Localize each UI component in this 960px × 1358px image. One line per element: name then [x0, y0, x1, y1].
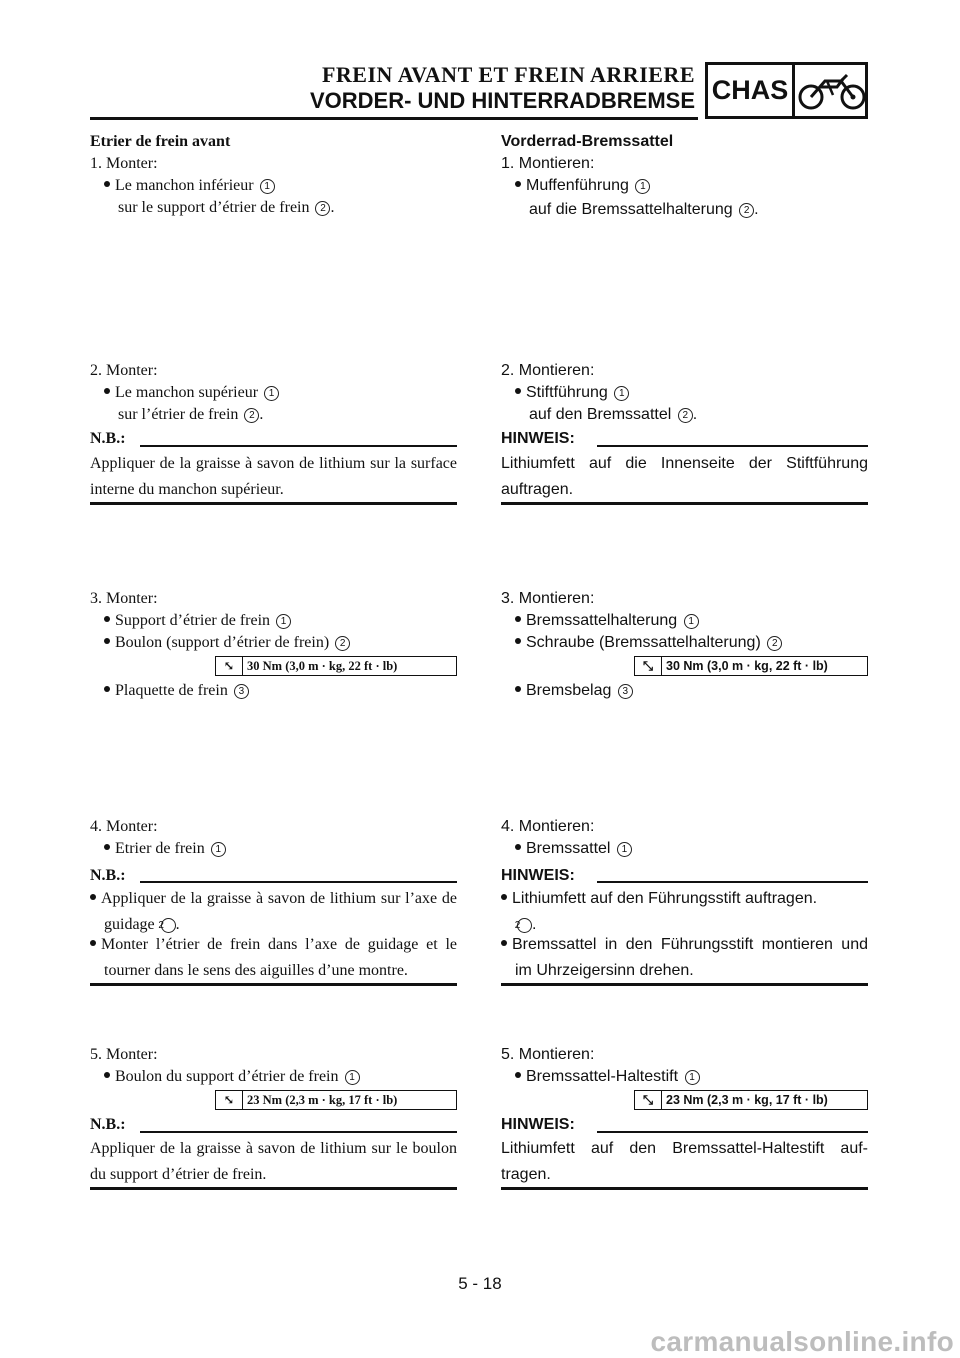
note-bullet: Monter l’étrier de frein dans l’axe de guidage et le tourner dans le sens des aiguilles d’une montre. [104, 932, 457, 984]
note-end-rule [501, 983, 868, 986]
note-label: HINWEIS: [501, 430, 575, 447]
note-rule [140, 1131, 457, 1133]
list-item: Boulon du support d’étrier de frein 1 [104, 1066, 360, 1088]
list-item: Le manchon supérieur 1 [104, 382, 279, 404]
callout-number: 2 [517, 918, 532, 933]
callout-number: 1 [684, 614, 699, 629]
callout-number: 2 [767, 636, 782, 651]
callout-number: 1 [211, 842, 226, 857]
step-2-fr: 2. Monter: [90, 362, 158, 379]
note-rule [597, 1131, 868, 1133]
note-rule [597, 445, 868, 447]
section-title-fr: FREIN AVANT ET FREIN ARRIERE [321, 62, 695, 87]
list-item: Bremssattel 1 [515, 838, 632, 860]
bullet-icon [104, 686, 110, 692]
page-number: 5 - 18 [458, 1274, 502, 1293]
badge-divider [792, 65, 795, 116]
callout-number: 1 [345, 1070, 360, 1085]
note-rule [597, 881, 868, 883]
note-text: Appliquer de la graisse à savon de lithium sur le boulon du support d’étrier de frein. [90, 1140, 457, 1183]
torque-spec: ⤡ 30 Nm (3,0 m · kg, 22 ft · lb) [634, 656, 868, 676]
callout-number: 2 [739, 203, 754, 218]
callout-number: 1 [264, 386, 279, 401]
bullet-icon [104, 844, 110, 850]
bullet-icon [104, 616, 110, 622]
torque-spec: ⤡ 23 Nm (2,3 m · kg, 17 ft · lb) [634, 1090, 868, 1110]
step-5-de: 5. Montieren: [501, 1046, 595, 1063]
motorcycle-icon [797, 69, 867, 113]
note-end-rule [90, 983, 457, 986]
bullet-icon [90, 894, 96, 900]
bullet-icon [501, 894, 507, 900]
callout-number: 3 [618, 684, 633, 699]
callout-number: 1 [276, 614, 291, 629]
note-end-rule [501, 502, 868, 505]
watermark: carmanualsonline.info [650, 1326, 954, 1357]
callout-number: 2 [244, 408, 259, 423]
callout-number: 2 [161, 918, 176, 933]
section-title-de: VORDER- UND HINTERRADBREMSE [309, 88, 695, 113]
bullet-icon [104, 1072, 110, 1078]
list-item-cont: auf die Bremssattelhalterung 2 . [529, 201, 759, 218]
callout-number: 3 [234, 684, 249, 699]
list-item-cont: auf den Bremssattel 2 . [529, 406, 698, 423]
bullet-icon [104, 181, 110, 187]
note-label: N.B.: [90, 867, 126, 884]
callout-number: 2 [335, 636, 350, 651]
note-label: N.B.: [90, 1116, 126, 1133]
step-4-de: 4. Montieren: [501, 818, 595, 835]
callout-number: 1 [614, 386, 629, 401]
list-item: Plaquette de frein 3 [104, 680, 249, 702]
bullet-icon [104, 388, 110, 394]
callout-number: 1 [685, 1070, 700, 1085]
list-item: Schraube (Bremssattelhalterung) 2 [515, 632, 782, 654]
note-rule [140, 445, 457, 447]
torque-spec: ⤡ 23 Nm (2,3 m · kg, 17 ft · lb) [215, 1090, 457, 1110]
note-label: N.B.: [90, 430, 126, 447]
heading-de: Vorderrad-Bremssattel [501, 133, 674, 150]
list-item: Support d’étrier de frein 1 [104, 610, 291, 632]
step-1-fr: 1. Monter: [90, 155, 158, 172]
list-item: Bremssattelhalterung 1 [515, 610, 699, 632]
bullet-icon [515, 686, 521, 692]
callout-number: 1 [617, 842, 632, 857]
note-end-rule [90, 502, 457, 505]
callout-number: 2 [315, 201, 330, 216]
chapter-badge [705, 62, 868, 119]
list-item: Stiftführung 1 [515, 382, 629, 404]
list-item: Le manchon inférieur 1 [104, 175, 275, 197]
list-item: Muffenführung 1 [515, 175, 650, 197]
note-rule [140, 881, 457, 883]
heading-fr: Etrier de frein avant [90, 133, 231, 150]
callout-number: 1 [260, 179, 275, 194]
bullet-icon [104, 638, 110, 644]
callout-number: 2 [678, 408, 693, 423]
note-end-rule [90, 1187, 457, 1190]
note-text: Lithiumfett auf die Innenseite der Stiftführung auftragen. [501, 455, 868, 498]
bullet-icon [90, 940, 96, 946]
step-4-fr: 4. Monter: [90, 818, 158, 835]
callout-number: 1 [635, 179, 650, 194]
wrench-icon: ⤡ [635, 1091, 662, 1109]
note-label: HINWEIS: [501, 1116, 575, 1133]
torque-spec: ⤡ 30 Nm (3,0 m · kg, 22 ft · lb) [215, 656, 457, 676]
note-bullet: Appliquer de la graisse à savon de lithium sur l’axe de guidage 2 . [104, 886, 457, 938]
wrench-icon: ⤡ [635, 657, 662, 675]
list-item: Bremsbelag 3 [515, 680, 633, 702]
bullet-icon [501, 940, 507, 946]
list-item-cont: sur l’étrier de frein 2 . [118, 406, 264, 423]
bullet-icon [515, 616, 521, 622]
note-text: Lithiumfett auf den Bremssattel-Haltestift auf-tragen. [501, 1140, 868, 1183]
step-2-de: 2. Montieren: [501, 362, 595, 379]
bullet-icon [515, 1072, 521, 1078]
note-end-rule [501, 1187, 868, 1190]
step-3-de: 3. Montieren: [501, 590, 595, 607]
bullet-icon [515, 844, 521, 850]
bullet-icon [515, 181, 521, 187]
chapter-badge-label: CHAS [711, 75, 789, 105]
bullet-icon [515, 388, 521, 394]
list-item: Bremssattel-Haltestift 1 [515, 1066, 700, 1088]
step-5-fr: 5. Monter: [90, 1046, 158, 1063]
note-label: HINWEIS: [501, 867, 575, 884]
note-text: Appliquer de la graisse à savon de lithium sur la surface interne du manchon supérieur. [90, 455, 457, 498]
step-1-de: 1. Montieren: [501, 155, 595, 172]
bullet-icon [515, 638, 521, 644]
step-3-fr: 3. Monter: [90, 590, 158, 607]
list-item-cont: sur le support d’étrier de frein 2 . [118, 199, 335, 216]
note-bullet: Lithiumfett auf den Führungsstift auftragen. 2 . [515, 886, 868, 938]
wrench-icon: ⤡ [216, 657, 243, 675]
note-bullet: Bremssattel in den Führungsstift montieren und im Uhrzeigersinn drehen. [515, 932, 868, 984]
list-item: Boulon (support d’étrier de frein) 2 [104, 632, 350, 654]
header-rule [90, 117, 698, 120]
list-item: Etrier de frein 1 [104, 838, 226, 860]
wrench-icon: ⤡ [216, 1091, 243, 1109]
